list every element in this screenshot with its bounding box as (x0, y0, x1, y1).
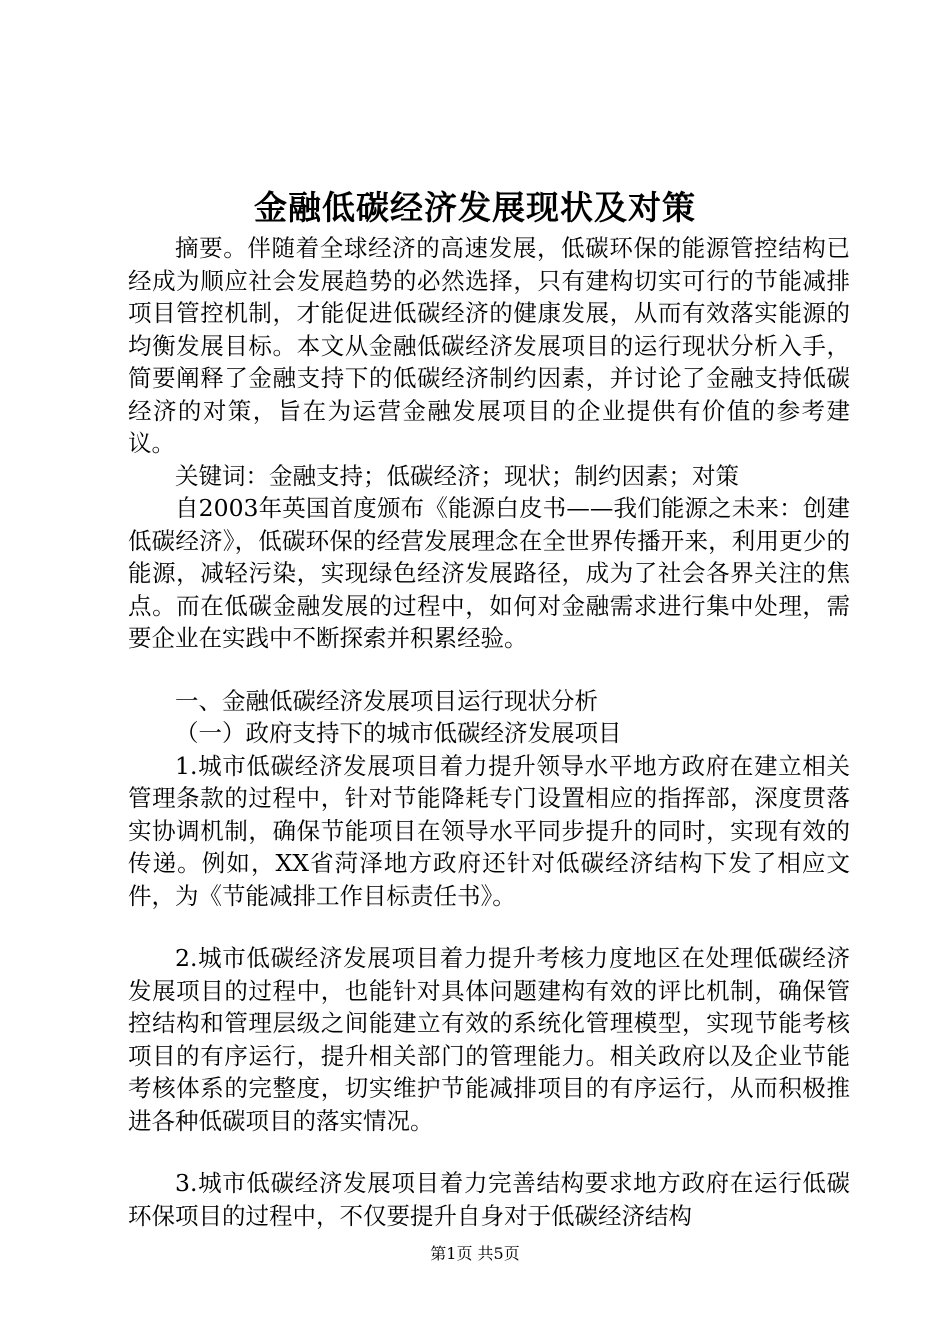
body-paragraph: 3.城市低碳经济发展项目着力完善结构要求地方政府在运行低碳环保项目的过程中，不仅要提升自身对于低碳经济结构 (128, 1169, 850, 1230)
document-body (128, 232, 850, 1232)
body-paragraph: 1.城市低碳经济发展项目着力提升领导水平地方政府在建立相关管理条款的过程中，针对节能降耗专门设置相应的指挥部，深度贯落实协调机制，确保节能项目在领导水平同步提升的同时，实现有效的传递。例如，XX省菏泽地方政府还针对低碳经济结构下发了相应文件，为《节能减排工作目标责任书》。 (128, 751, 850, 910)
page-number-footer: 第1页 共5页 (430, 1244, 520, 1263)
document-title: 金融低碳经济发展现状及对策 (254, 188, 696, 227)
intro-paragraph: 自2003年英国首度颁布《能源白皮书——我们能源之未来：创建低碳经济》，低碳环保的经营发展理念在全世界传播开来，利用更少的能源，减轻污染，实现绿色经济发展路径，成为了社会各界关注的焦点。而在低碳金融发展的过程中，如何对金融需求进行集中处理，需要企业在实践中不断探索并积累经验。 (128, 494, 850, 652)
subsection-heading: （一）政府支持下的城市低碳经济发展项目 (175, 719, 622, 747)
abstract-paragraph: 摘要。伴随着全球经济的高速发展，低碳环保的能源管控结构已经成为顺应社会发展趋势的必然选择，只有建构切实可行的节能减排项目管控机制，才能促进低碳经济的健康发展，从而有效落实能源的均衡发展目标。本文从金融低碳经济发展项目的运行现状分析入手，简要阐释了金融支持下的低碳经济制约因素，并讨论了金融支持低碳经济的对策，旨在为运营金融发展项目的企业提供有价值的参考建议。 (128, 234, 850, 457)
section-heading: 一、金融低碳经济发展项目运行现状分析 (175, 686, 598, 715)
keywords-paragraph: 关键词：金融支持；低碳经济；现状；制约因素；对策 (175, 461, 739, 490)
body-paragraph: 2.城市低碳经济发展项目着力提升考核力度地区在处理低碳经济发展项目的过程中，也能针对具体问题建构有效的评比机制，确保管控结构和管理层级之间能建立有效的系统化管理模型，实现节能考核项目的有序运行，提升相关部门的管理能力。相关政府以及企业节能考核体系的完整度，切实维护节能减排项目的有序运行，从而积极推进各种低碳项目的落实情况。 (128, 944, 850, 1135)
